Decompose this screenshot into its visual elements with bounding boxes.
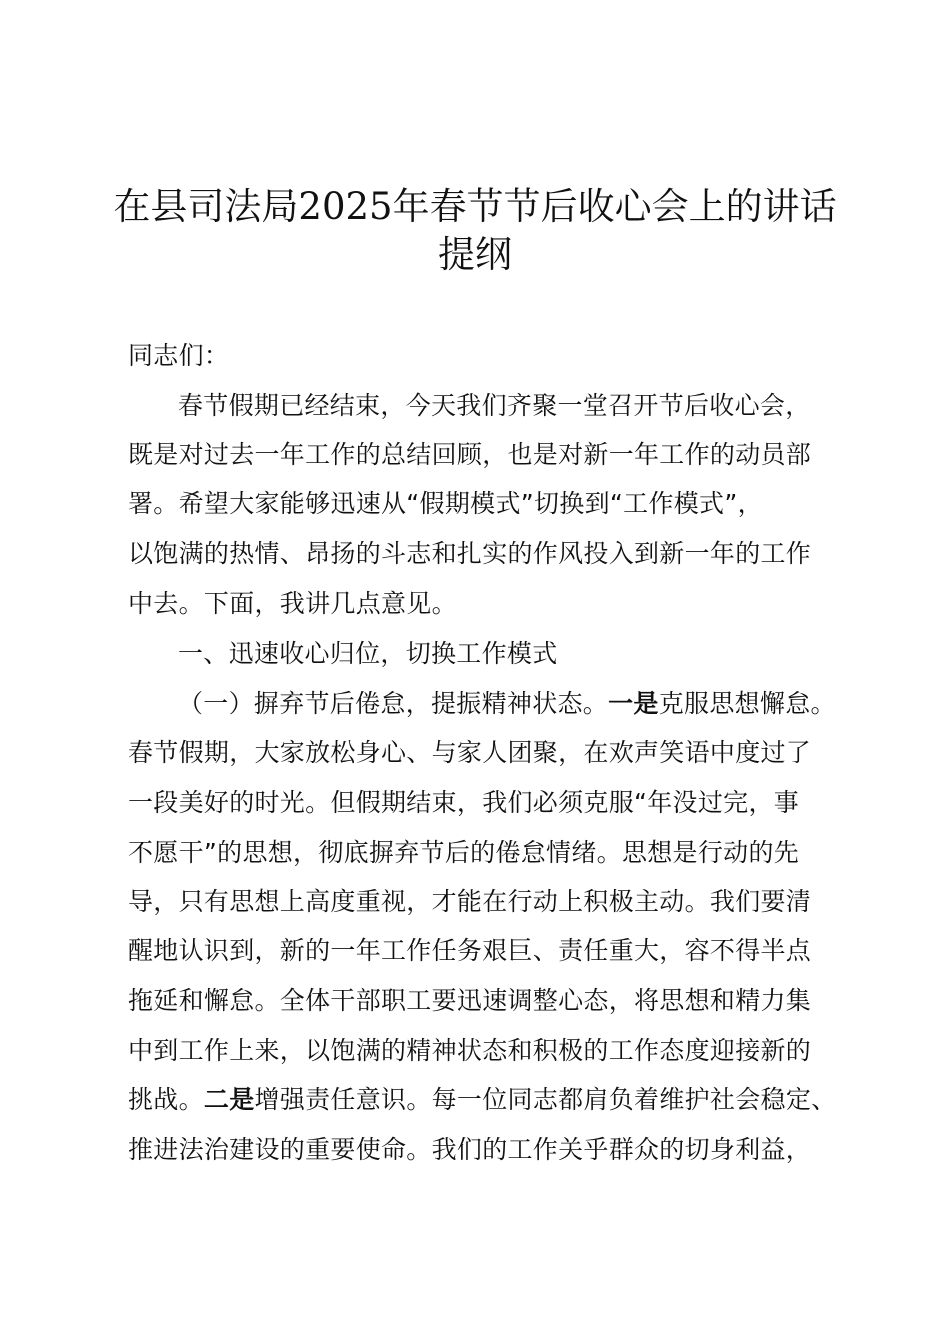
body-line: 醒地认识到，新的一年工作任务艰巨、责任重大，容不得半点 <box>128 936 812 965</box>
salutation: 同志们： <box>128 341 230 370</box>
intro-line-1: 春节假期已经结束，今天我们齐聚一堂召开节后收心会， <box>178 391 811 420</box>
body-text: 挑战。 <box>128 1085 204 1114</box>
body-line: 导，只有思想上高度重视，才能在行动上积极主动。我们要清 <box>128 887 812 916</box>
body-line: 中到工作上来，以饱满的精神状态和积极的工作态度迎接新的 <box>128 1036 812 1065</box>
document-title-line-1: 在县司法局2025年春节节后收心会上的讲话 <box>113 185 837 228</box>
body-line-point-two <box>128 1083 836 1117</box>
document-title-line-2: 提纲 <box>438 233 512 276</box>
intro-line-3: 署。希望大家能够迅速从“假期模式”切换到“工作模式”， <box>128 489 763 518</box>
intro-line-5: 中去。下面，我讲几点意见。 <box>128 589 457 618</box>
subsection-1-heading: （一）摒弃节后倦怠，提振精神状态。 <box>178 689 609 718</box>
subsection-1-first-line <box>178 687 836 721</box>
body-line: 拖延和懈怠。全体干部职工要迅速调整心态，将思想和精力集 <box>128 986 812 1015</box>
intro-line-4: 以饱满的热情、昂扬的斗志和扎实的作风投入到新一年的工作 <box>128 539 812 568</box>
body-line: 一段美好的时光。但假期结束，我们必须克服“年没过完，事 <box>128 788 800 817</box>
point-two-label: 二是 <box>203 1085 255 1114</box>
point-one-text: 克服思想懈怠。 <box>658 689 836 718</box>
intro-line-2: 既是对过去一年工作的总结回顾，也是对新一年工作的动员部 <box>128 440 812 469</box>
section-heading-1: 一、迅速收心归位，切换工作模式 <box>178 639 558 668</box>
body-line: 春节假期，大家放松身心、与家人团聚，在欢声笑语中度过了 <box>128 738 812 767</box>
point-one-label: 一是 <box>608 689 659 718</box>
point-two-text: 增强责任意识。每一位同志都肩负着维护社会稳定、 <box>254 1085 837 1114</box>
body-line: 不愿干”的思想，彻底摒弃节后的倦怠情绪。思想是行动的先 <box>128 838 800 867</box>
body-line: 推进法治建设的重要使命。我们的工作关乎群众的切身利益， <box>128 1135 812 1164</box>
